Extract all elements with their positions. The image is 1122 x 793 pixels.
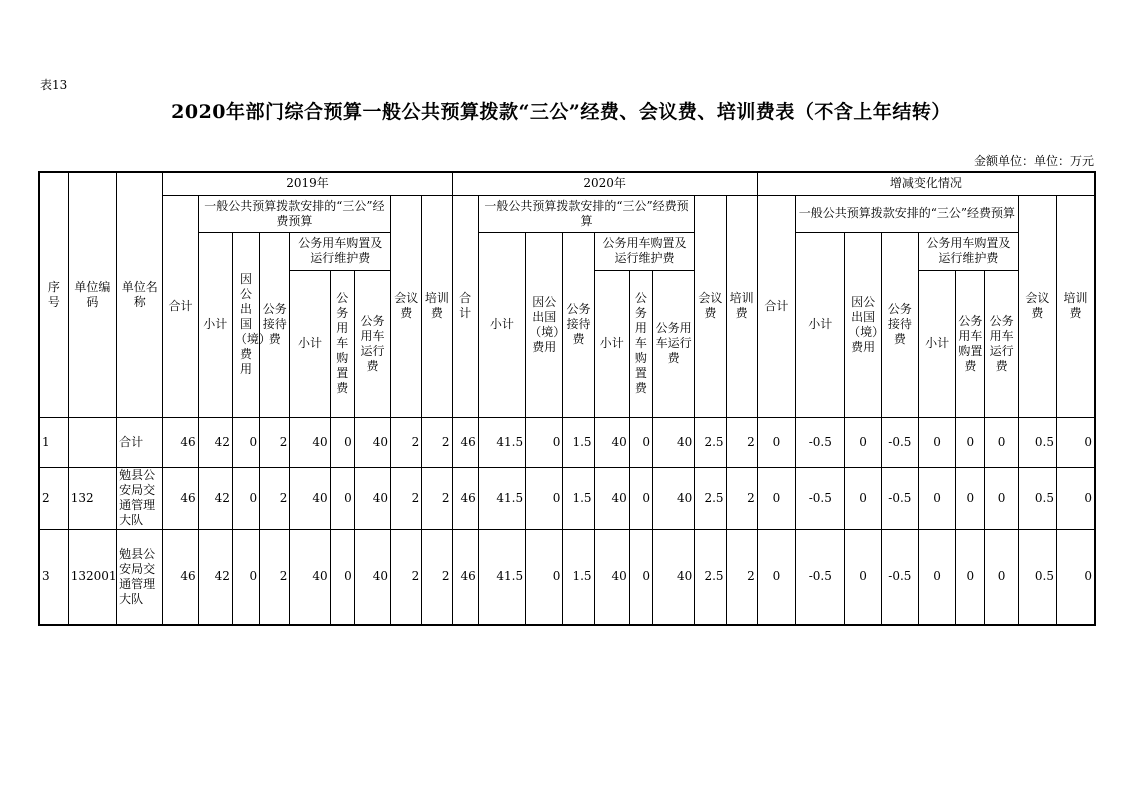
table-row xyxy=(39,529,1095,625)
cell-unit-code: 132 xyxy=(68,467,116,529)
cell-value: 0 xyxy=(526,529,563,625)
cell-value: 0 xyxy=(918,417,955,467)
header-change-vehicle-subtotal: 小计 xyxy=(918,270,955,417)
cell-value: 0 xyxy=(985,467,1018,529)
cell-unit-name: 勉县公安局交通管理大队 xyxy=(117,529,163,625)
cell-value: 46 xyxy=(163,417,198,467)
header-2019-vehicle-group: 公务用车购置及运行维护费 xyxy=(290,232,391,270)
header-change-abroad: 因公出国（境）费用 xyxy=(845,232,881,417)
cell-value: -0.5 xyxy=(796,529,845,625)
header-change-vehicle-operation: 公务用车运行费 xyxy=(985,270,1018,417)
cell-value: 42 xyxy=(198,529,232,625)
header-change-subtotal: 小计 xyxy=(796,232,845,417)
cell-value: 0 xyxy=(232,529,259,625)
cell-value: 1.5 xyxy=(563,467,594,529)
header-2020-abroad: 因公出国（境）费用 xyxy=(526,232,563,417)
header-year-2019: 2019年 xyxy=(163,172,452,195)
header-2019-reception: 公务接待费 xyxy=(260,232,290,417)
header-2020-subtotal: 小计 xyxy=(478,232,525,417)
cell-value: 0 xyxy=(629,417,652,467)
cell-value: 2 xyxy=(391,467,422,529)
page-title: 2020年部门综合预算一般公共预算拨款“三公”经费、会议费、培训费表（不含上年结转） xyxy=(171,101,951,123)
cell-unit-code xyxy=(68,417,116,467)
cell-value: 0 xyxy=(918,529,955,625)
cell-value: 0 xyxy=(232,467,259,529)
cell-value: 0 xyxy=(1056,467,1095,529)
cell-value: 0 xyxy=(956,467,985,529)
cell-value: 0.5 xyxy=(1018,417,1056,467)
header-2020-total: 合计 xyxy=(452,195,478,417)
header-2019-sangong: 一般公共预算拨款安排的“三公”经费预算 xyxy=(198,195,390,232)
header-2019-total: 合计 xyxy=(163,195,198,417)
cell-value: 41.5 xyxy=(478,417,525,467)
header-2019-subtotal: 小计 xyxy=(198,232,232,417)
cell-seq: 3 xyxy=(39,529,68,625)
header-change: 增减变化情况 xyxy=(757,172,1095,195)
table-row xyxy=(39,417,1095,467)
header-change-vehicle-purchase: 公务用车购置费 xyxy=(956,270,985,417)
header-year-2020: 2020年 xyxy=(452,172,757,195)
cell-value: 0.5 xyxy=(1018,529,1056,625)
cell-value: 0 xyxy=(985,529,1018,625)
cell-value: 0 xyxy=(330,467,354,529)
cell-value: 40 xyxy=(354,529,390,625)
cell-value: 2 xyxy=(422,417,452,467)
header-2020-sangong: 一般公共预算拨款安排的“三公”经费预算 xyxy=(478,195,695,232)
header-2020-vehicle-operation: 公务用车运行费 xyxy=(653,270,695,417)
budget-table xyxy=(38,171,1096,626)
cell-value: -0.5 xyxy=(881,417,918,467)
cell-value: 40 xyxy=(594,417,629,467)
cell-value: 2 xyxy=(726,417,757,467)
cell-value: 0 xyxy=(757,417,795,467)
cell-value: 2 xyxy=(260,467,290,529)
cell-value: -0.5 xyxy=(796,417,845,467)
cell-value: 0 xyxy=(845,467,881,529)
cell-value: 2 xyxy=(260,529,290,625)
cell-value: 2 xyxy=(260,417,290,467)
header-2020-reception: 公务接待费 xyxy=(563,232,594,417)
cell-value: -0.5 xyxy=(881,529,918,625)
cell-value: 1.5 xyxy=(563,529,594,625)
amount-unit: 金额单位：单位：万元 xyxy=(973,154,1094,168)
cell-value: 40 xyxy=(594,529,629,625)
cell-value: 2 xyxy=(726,467,757,529)
cell-value: 2.5 xyxy=(695,417,726,467)
cell-value: 0 xyxy=(845,529,881,625)
header-2020-vehicle-group: 公务用车购置及运行维护费 xyxy=(594,232,695,270)
header-seq: 序号 xyxy=(39,172,68,417)
header-change-vehicle-group: 公务用车购置及运行维护费 xyxy=(918,232,1018,270)
header-2019-abroad: 因公出国（境）费用 xyxy=(232,232,259,417)
cell-value: 40 xyxy=(354,467,390,529)
cell-value: 2.5 xyxy=(695,529,726,625)
header-change-reception: 公务接待费 xyxy=(881,232,918,417)
header-2019-training: 培训费 xyxy=(422,195,452,417)
cell-seq: 1 xyxy=(39,417,68,467)
cell-value: 0 xyxy=(985,417,1018,467)
cell-value: 0 xyxy=(526,467,563,529)
cell-value: 0 xyxy=(918,467,955,529)
cell-value: 40 xyxy=(653,467,695,529)
cell-value: 46 xyxy=(163,467,198,529)
header-2020-meeting: 会议费 xyxy=(695,195,726,417)
cell-value: 46 xyxy=(452,467,478,529)
cell-unit-name: 勉县公安局交通管理大队 xyxy=(117,467,163,529)
cell-value: 0 xyxy=(526,417,563,467)
cell-value: 2 xyxy=(422,529,452,625)
header-change-sangong: 一般公共预算拨款安排的“三公”经费预算 xyxy=(796,195,1019,232)
cell-value: 40 xyxy=(653,417,695,467)
cell-value: 41.5 xyxy=(478,529,525,625)
header-2020-vehicle-subtotal: 小计 xyxy=(594,270,629,417)
cell-value: 40 xyxy=(354,417,390,467)
header-change-training: 培训费 xyxy=(1056,195,1095,417)
cell-value: 40 xyxy=(290,529,330,625)
cell-unit-name: 合计 xyxy=(117,417,163,467)
cell-value: 40 xyxy=(594,467,629,529)
header-2019-vehicle-subtotal: 小计 xyxy=(290,270,330,417)
cell-value: 40 xyxy=(653,529,695,625)
header-unit-name: 单位名称 xyxy=(117,172,163,417)
cell-value: 0 xyxy=(1056,417,1095,467)
cell-value: 42 xyxy=(198,467,232,529)
cell-value: 2 xyxy=(422,467,452,529)
cell-value: 0 xyxy=(956,529,985,625)
header-2020-training: 培训费 xyxy=(726,195,757,417)
cell-value: 42 xyxy=(198,417,232,467)
cell-value: 0 xyxy=(330,417,354,467)
cell-value: 0 xyxy=(757,467,795,529)
cell-value: 1.5 xyxy=(563,417,594,467)
header-2019-meeting: 会议费 xyxy=(391,195,422,417)
table-row xyxy=(39,467,1095,529)
cell-value: 40 xyxy=(290,417,330,467)
cell-value: 0 xyxy=(956,417,985,467)
cell-value: 2 xyxy=(391,529,422,625)
cell-value: 41.5 xyxy=(478,467,525,529)
cell-seq: 2 xyxy=(39,467,68,529)
cell-value: 40 xyxy=(290,467,330,529)
cell-value: 46 xyxy=(452,417,478,467)
cell-value: 46 xyxy=(163,529,198,625)
cell-value: -0.5 xyxy=(796,467,845,529)
cell-value: 0 xyxy=(629,529,652,625)
table-number: 表13 xyxy=(40,78,68,92)
header-unit-code: 单位编码 xyxy=(68,172,116,417)
cell-value: 46 xyxy=(452,529,478,625)
table-body xyxy=(39,417,1095,625)
header-2020-vehicle-purchase: 公务用车购置费 xyxy=(629,270,652,417)
cell-value: 0 xyxy=(845,417,881,467)
header-2019-vehicle-operation: 公务用车运行费 xyxy=(354,270,390,417)
cell-value: 0 xyxy=(629,467,652,529)
header-2019-vehicle-purchase: 公务用车购置费 xyxy=(330,270,354,417)
cell-value: 2 xyxy=(726,529,757,625)
header-change-meeting: 会议费 xyxy=(1018,195,1056,417)
cell-value: 0 xyxy=(330,529,354,625)
cell-value: 0 xyxy=(757,529,795,625)
cell-value: 0 xyxy=(232,417,259,467)
cell-value: 0 xyxy=(1056,529,1095,625)
cell-value: 0.5 xyxy=(1018,467,1056,529)
cell-value: 2 xyxy=(391,417,422,467)
cell-unit-code: 132001 xyxy=(68,529,116,625)
header-change-total: 合计 xyxy=(757,195,795,417)
cell-value: 2.5 xyxy=(695,467,726,529)
cell-value: -0.5 xyxy=(881,467,918,529)
